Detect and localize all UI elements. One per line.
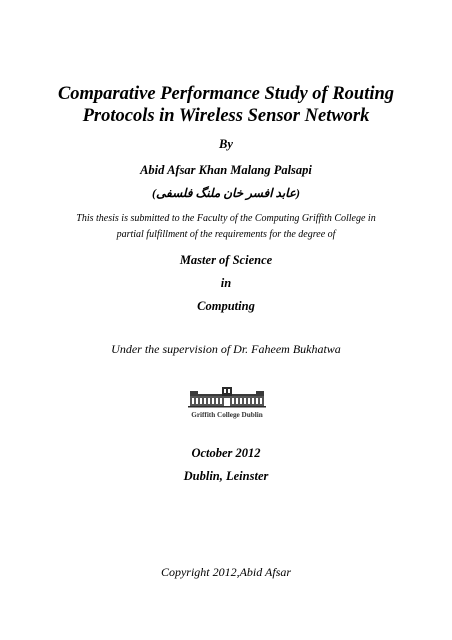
supervision-statement: Under the supervision of Dr. Faheem Bukhatwa [111,342,341,356]
in-label: in [220,276,232,290]
submission-location: Dublin, Leinster [183,469,269,483]
by-label: By [219,137,233,151]
griffith-college-logo [186,386,268,422]
field-name: Computing [197,299,255,313]
submission-date: October 2012 [191,446,261,460]
submission-statement-line-1: This thesis is submitted to the Faculty of the Computing Griffith College in [76,213,376,224]
title-line-1: Comparative Performance Study of Routing [57,84,395,104]
college-building-icon [186,386,268,422]
copyright-notice: Copyright 2012,Abid Afsar [160,565,292,579]
logo-wordmark: Griffith College Dublin [191,411,263,419]
submission-statement-line-2: partial fulfillment of the requirements for the degree of [116,229,336,240]
author-name: Abid Afsar Khan Malang Palsapi [140,163,312,177]
author-name-urdu: (عابد افسر خان ملنگ فلسفی) [152,186,300,200]
degree-name: Master of Science [179,253,273,267]
title-line-2: Protocols in Wireless Sensor Network [82,106,370,126]
